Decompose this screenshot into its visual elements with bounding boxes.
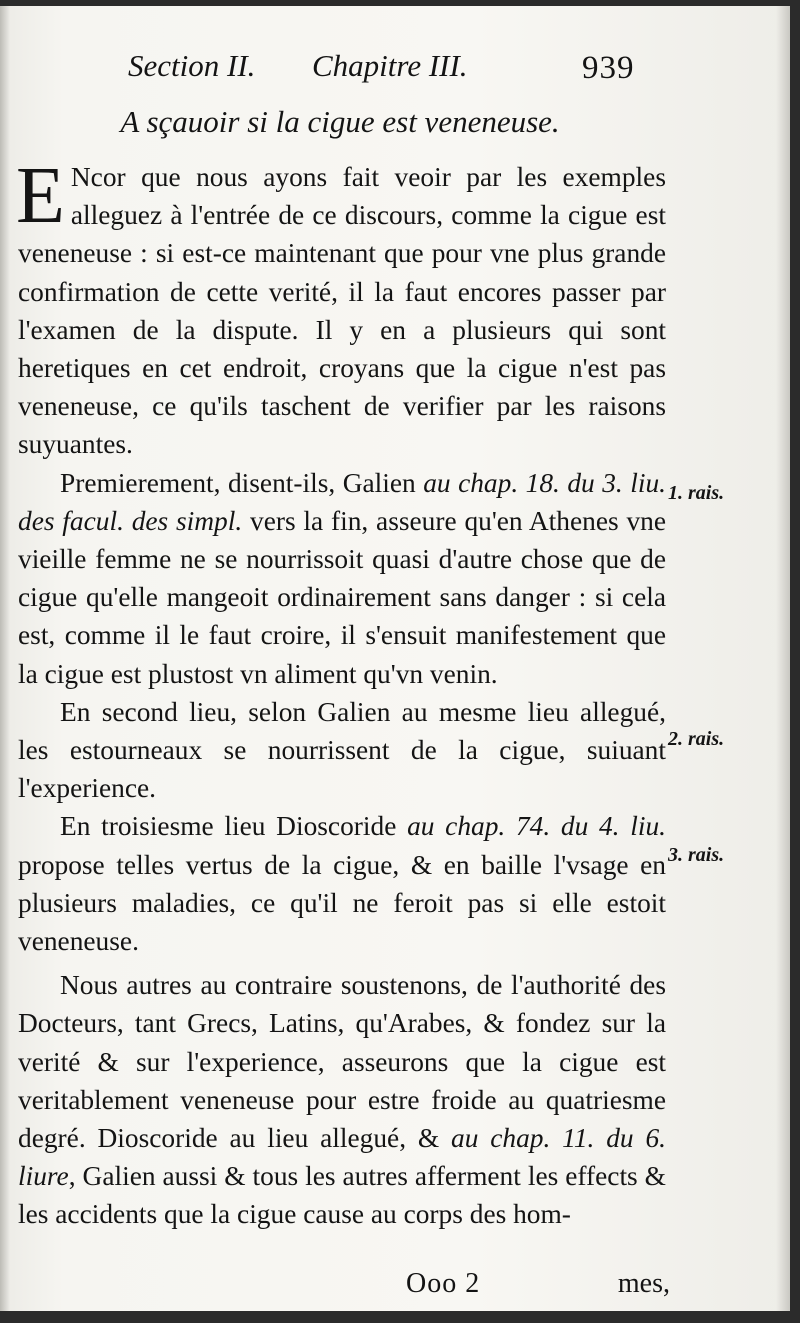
drop-cap: E: [16, 152, 65, 240]
running-head-chapter: Chapitre III.: [312, 48, 468, 83]
body-text: [16, 152, 667, 1234]
catchword: mes,: [617, 1268, 670, 1299]
signature-mark: Ooo 2: [406, 1268, 481, 1299]
paragraph-second-reason: [18, 693, 666, 808]
margin-note-reason-1: 1. rais.: [668, 482, 725, 504]
margin-note-reason-2: 2. rais.: [668, 728, 725, 750]
section-heading: A sçauoir si la cigue est veneneuse.: [120, 104, 560, 139]
paragraph-text: vers la fin, asseure qu'en Athenes vne vieille femme ne se nourrissoit quasi d'autre chose que de cigue qu'elle mangeoit ordinairement sans danger : si cela est, comme il le faut croire, il s'ensuit manifestement que la cigue est plustost vn aliment qu'vn venin.: [18, 505, 666, 689]
paragraph-intro-text: Ncor que nous ayons fait veoir par les exemples alleguez à l'entrée de ce discours, comme la cigue est veneneuse : si est-ce maintenant que pour vne plus grande confirmation de cette verité, il la faut encores passer par l'examen de la dispute. Il y en a plusieurs qui sont heretiques en cet endroit, croyans que la cigue n'est pas veneneuse, ce qu'ils taschent de verifier par les raisons suyuantes.: [18, 162, 666, 460]
paragraph-text: Nous autres au contraire soustenons, de l'authorité des Docteurs, tant Grecs, Latins, qu'Arabes, & fondez sur la verité & sur l'experience, asseurons que la cigue est veritablement veneneuse pour estre froide au quatriesme degré. Dioscoride au lieu allegué, &: [18, 970, 666, 1154]
paragraph-text: , Galien aussi & tous les autres afferment les effects & les accidents que la cigue cause au corps des hom-: [18, 1161, 666, 1230]
paragraph-text: Premierement, disent-ils, Galien: [60, 467, 424, 498]
page-footer: [400, 1268, 670, 1302]
running-head: [0, 48, 680, 98]
paragraph-text: propose telles vertus de la cigue, & en baille l'vsage en plusieurs maladies, ce qu'il ne feroit pas si elle estoit veneneuse.: [18, 849, 666, 957]
margin-note-reason-3: 3. rais.: [668, 844, 725, 866]
citation: au chap. 11. du 6. liure: [18, 1123, 666, 1192]
paragraph-rebuttal: [18, 966, 666, 1233]
page-number: 939: [582, 50, 635, 86]
paragraph-first-reason: [18, 464, 666, 693]
paragraph-intro: [16, 152, 666, 464]
paragraph-text: En second lieu, selon Galien au mesme lieu allegué, les estourneaux se nourrissent de la cigue, suiuant l'experience.: [18, 696, 666, 804]
citation: au chap. 74. du 4. liu.: [407, 811, 666, 842]
paragraph-third-reason: [18, 807, 666, 960]
paragraph-text: En troisiesme lieu Dioscoride: [60, 811, 408, 842]
book-page: [0, 6, 790, 1311]
running-head-section: Section II.: [128, 48, 256, 83]
citation: au chap. 18. du 3. liu. des facul. des simpl.: [18, 467, 667, 536]
